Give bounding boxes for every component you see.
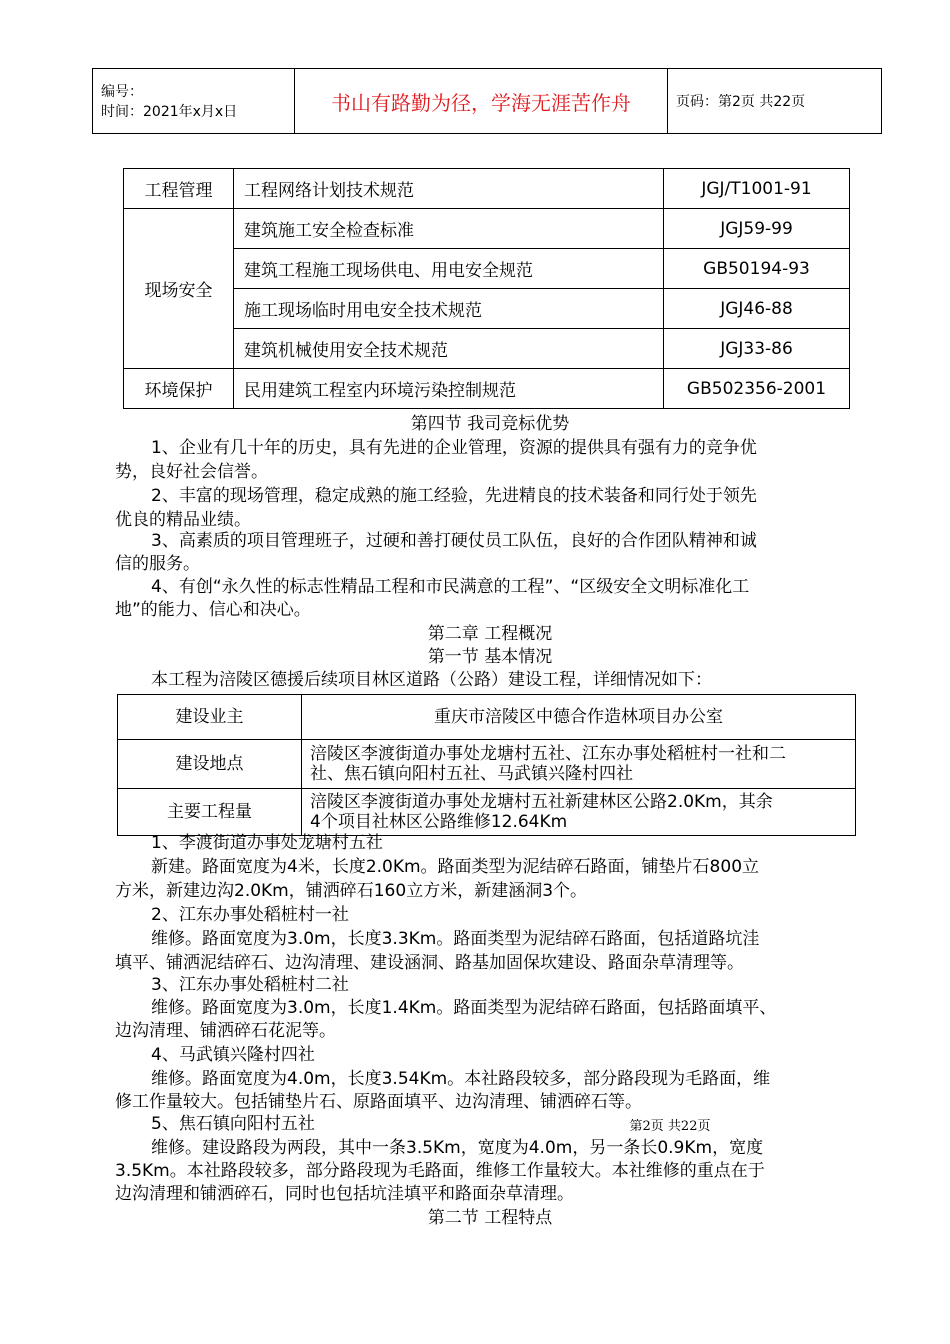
project-info-table xyxy=(117,694,856,836)
standard-name: 建筑施工安全检查标准 xyxy=(234,209,664,249)
paragraph-line: 3、高素质的项目管理班子，过硬和善打硬仗员工队伍，良好的合作团队精神和诚 xyxy=(151,531,757,551)
chapter-title: 第二章 工程概况 xyxy=(427,624,553,644)
detail-line: 填平、铺洒泥结碎石、边沟清理、建设涵洞、路基加固保坎建设、路面杂草清理等。 xyxy=(115,953,744,973)
paragraph-line: 4、有创“永久性的标志性精品工程和市民满意的工程”、“区级安全文明标准化工 xyxy=(151,577,750,597)
table-row xyxy=(118,740,856,789)
category-cell: 现场安全 xyxy=(124,209,234,369)
header-motto: 书山有路勤为径，学海无涯苦作舟 xyxy=(295,69,668,134)
table-row xyxy=(124,169,850,209)
category-cell: 工程管理 xyxy=(124,169,234,209)
detail-line: 方米，新建边沟2.0Km，铺洒碎石160立方米，新建涵洞3个。 xyxy=(115,881,588,901)
detail-line: 维修。路面宽度为4.0m，长度3.54Km。本社路段较多，部分路段现为毛路面，维 xyxy=(151,1069,771,1089)
table-row xyxy=(118,695,856,740)
info-label: 主要工程量 xyxy=(118,789,302,836)
detail-line: 维修。路面宽度为3.0m，长度3.3Km。路面类型为泥结碎石路面，包括道路坑洼 xyxy=(151,929,760,949)
table-row xyxy=(124,209,850,249)
paragraph-line: 2、丰富的现场管理，稳定成熟的施工经验，先进精良的技术装备和同行处于领先 xyxy=(151,486,757,506)
number-label: 编号： xyxy=(101,84,143,100)
section-title: 第二节 工程特点 xyxy=(427,1208,553,1228)
page-label: 页码：第2页 共22页 xyxy=(668,69,882,134)
info-value xyxy=(302,789,856,836)
paragraph-line: 势，良好社会信誉。 xyxy=(115,462,268,482)
info-value-line: 重庆市涪陵区中德合作造林项目办公室 xyxy=(434,707,723,727)
page-header xyxy=(92,68,882,134)
table-row xyxy=(118,789,856,836)
detail-heading: 2、江东办事处稻桩村一社 xyxy=(151,905,349,925)
standard-code: JGJ/T1001-91 xyxy=(664,169,850,209)
paragraph-line: 1、企业有几十年的历史，具有先进的企业管理，资源的提供具有强有力的竞争优 xyxy=(151,438,757,458)
detail-line: 修工作量较大。包括铺垫片石、原路面填平、边沟清理、铺洒碎石等。 xyxy=(115,1092,642,1112)
intro-line: 本工程为涪陵区德援后续项目林区道路（公路）建设工程，详细情况如下： xyxy=(151,670,712,690)
standard-name: 建筑工程施工现场供电、用电安全规范 xyxy=(234,249,664,289)
detail-line: 维修。路面宽度为3.0m，长度1.4Km。路面类型为泥结碎石路面，包括路面填平、 xyxy=(151,998,777,1018)
info-value xyxy=(302,695,856,740)
standard-code: GB50194-93 xyxy=(664,249,850,289)
detail-line: 维修。建设路段为两段，其中一条3.5Km，宽度为4.0m，另一条长0.9Km，宽度 xyxy=(151,1138,764,1158)
standard-code: GB502356-2001 xyxy=(664,369,850,409)
standards-table xyxy=(123,168,850,409)
standard-name: 工程网络计划技术规范 xyxy=(234,169,664,209)
info-value-line: 涪陵区李渡街道办事处龙塘村五社、江东办事处稻桩村一社和二 xyxy=(310,744,786,764)
standard-name: 民用建筑工程室内环境污染控制规范 xyxy=(234,369,664,409)
time-label: 时间：2021年x月x日 xyxy=(101,104,238,120)
info-value-line: 涪陵区李渡街道办事处龙塘村五社新建林区公路2.0Km，其余 xyxy=(310,792,773,812)
info-value-line: 4个项目社林区公路维修12.64Km xyxy=(310,812,568,832)
info-value xyxy=(302,740,856,789)
info-label: 建设业主 xyxy=(118,695,302,740)
paragraph-line: 地”的能力、信心和决心。 xyxy=(115,600,311,620)
section4-title: 第四节 我司竞标优势 xyxy=(410,414,570,434)
table-row xyxy=(124,369,850,409)
detail-line: 边沟清理、铺洒碎石花泥等。 xyxy=(115,1021,336,1041)
standard-code: JGJ46-88 xyxy=(664,289,850,329)
header-meta xyxy=(93,69,295,134)
standard-name: 施工现场临时用电安全技术规范 xyxy=(234,289,664,329)
info-value-line: 社、焦石镇向阳村五社、马武镇兴隆村四社 xyxy=(310,764,633,784)
section-title: 第一节 基本情况 xyxy=(427,647,553,667)
category-cell: 环境保护 xyxy=(124,369,234,409)
detail-line: 3.5Km。本社路段较多，部分路段现为毛路面，维修工作量较大。本社维修的重点在于 xyxy=(115,1161,765,1181)
standard-name: 建筑机械使用安全技术规范 xyxy=(234,329,664,369)
paragraph-line: 信的服务。 xyxy=(115,554,200,574)
page-footer: 第2页 共22页 xyxy=(629,1119,711,1134)
detail-line: 边沟清理和铺洒碎石，同时也包括坑洼填平和路面杂草清理。 xyxy=(115,1184,574,1204)
detail-heading: 1、李渡街道办事处龙塘村五社 xyxy=(151,833,383,853)
standard-code: JGJ59-99 xyxy=(664,209,850,249)
paragraph-line: 优良的精品业绩。 xyxy=(115,510,251,530)
detail-heading: 4、马武镇兴隆村四社 xyxy=(151,1045,315,1065)
standard-code: JGJ33-86 xyxy=(664,329,850,369)
detail-line: 新建。路面宽度为4米，长度2.0Km。路面类型为泥结碎石路面，铺垫片石800立 xyxy=(151,857,760,877)
detail-heading: 3、江东办事处稻桩村二社 xyxy=(151,975,349,995)
info-label: 建设地点 xyxy=(118,740,302,789)
detail-heading: 5、焦石镇向阳村五社 xyxy=(151,1114,315,1134)
